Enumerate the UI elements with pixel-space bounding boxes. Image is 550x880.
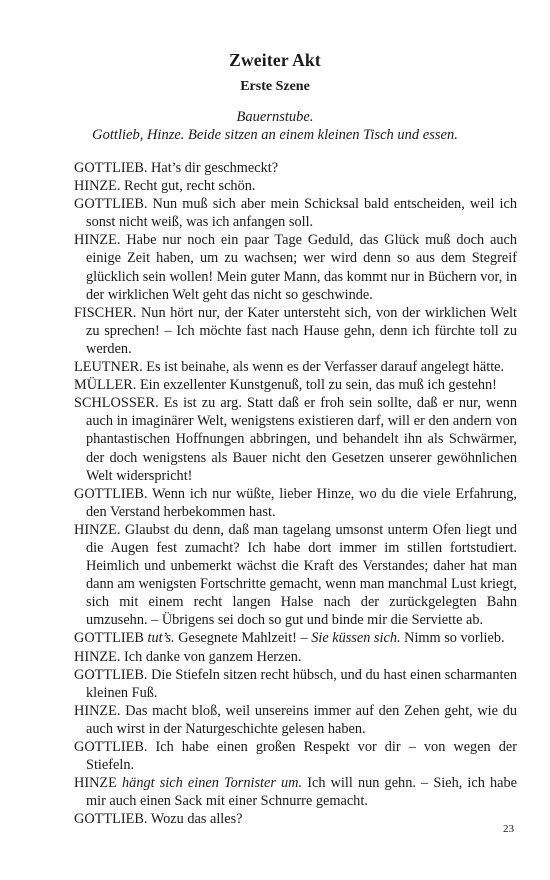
dialogue-block	[74, 159, 517, 828]
speaker-name: GOTTLIEB	[74, 630, 144, 647]
speech-text: Nimm so vorlieb.	[404, 630, 505, 647]
speech-paragraph	[74, 485, 517, 521]
speech-paragraph	[74, 376, 517, 394]
speaker-name: GOTTLIEB.	[74, 196, 148, 213]
act-heading: Zweiter Akt	[229, 50, 321, 70]
speaker-name: HINZE	[74, 775, 117, 792]
scene-heading: Erste Szene	[240, 79, 310, 94]
speech-text: Es ist zu arg. Statt daß er froh sein sollte, daß er nur, wenn auch in imaginärer Welt, wenigstens existieren darf, will er den andern von phantastischen Hoffnungen abbringen, und behandelt ihn als Schwärmer, der doch wenigstens als Bauer nicht den Gesetzen unserer gewöhnlichen Welt widerspricht!	[86, 395, 517, 484]
speech-paragraph	[74, 394, 517, 484]
speech-text: Glaubst du denn, daß man tagelang umsonst unterm Ofen liegt und die Augen fest zumacht? Ich habe dort immer im stillen fortstudiert. Heimlich und unbemerkt wächst die Kraft des Verstandes; daher hat man dann am wenigsten Fortschritte gemacht, wenn man manchmal Lust kriegt, sich mit einem recht langen Halse nach der zurückgelegten Bahn umzusehn. – Übrigens sei doch so gut und binde mir die Serviette ab.	[86, 521, 517, 629]
speaker-name: GOTTLIEB.	[74, 485, 148, 502]
speech-text: Ich will nun gehn. – Sieh, ich habe mir auch einen Sack mit einer Schnurre gemacht.	[86, 775, 518, 810]
speech-text: Wenn ich nur wüßte, lieber Hinze, wo du die viele Erfahrung, den Verstand herbekommen hast.	[86, 485, 517, 520]
speech-paragraph	[74, 738, 517, 774]
speech-text: Hat’s dir geschmeckt?	[151, 160, 279, 176]
speech-text: Das macht bloß, weil unsereins immer auf den Zehen geht, wie du auch wirst in der Naturgeschichte gelesen haben.	[86, 702, 518, 737]
speech-paragraph	[74, 629, 517, 647]
stage-direction: hängt sich einen Tornister um.	[122, 775, 303, 792]
speech-text: Wozu das alles?	[150, 811, 243, 828]
speech-text: Recht gut, recht schön.	[124, 178, 256, 195]
speech-text: Nun muß sich aber mein Schicksal bald entscheiden, weil ich sonst nicht weiß, was ich anfangen soll.	[86, 196, 517, 231]
speech-text: Nun hört nur, der Kater untersteht sich, von der wirklichen Welt zu sprechen! – Ich möchte fast nach Hause gehn, denn ich fürchte toll zu werden.	[86, 304, 517, 357]
speaker-name: FISCHER.	[74, 304, 137, 321]
stage-direction: Sie küssen sich.	[311, 630, 401, 647]
speech-paragraph	[74, 702, 517, 738]
stage-direction: tut’s.	[147, 630, 175, 647]
speech-paragraph	[74, 774, 517, 810]
speaker-name: HINZE.	[74, 232, 121, 249]
speaker-name: GOTTLIEB.	[74, 160, 148, 176]
stage-directions	[60, 108, 490, 144]
page-number: 23	[503, 823, 514, 835]
speech-paragraph	[74, 159, 517, 177]
speaker-name: GOTTLIEB.	[74, 811, 148, 828]
speech-paragraph	[74, 666, 517, 702]
speaker-name: SCHLOSSER.	[74, 395, 159, 412]
speech-text: Ich danke von ganzem Herzen.	[124, 648, 302, 665]
speech-text: Ich habe einen großen Respekt vor dir – von wegen der Stiefeln.	[86, 739, 517, 774]
speaker-name: GOTTLIEB.	[74, 666, 148, 683]
speaker-name: LEUTNER.	[74, 359, 143, 376]
speech-text: Es ist beinahe, als wenn es der Verfasser darauf angelegt hätte.	[146, 359, 505, 376]
speaker-name: MÜLLER.	[74, 377, 137, 394]
speech-text: Gesegnete Mahlzeit! –	[178, 630, 308, 647]
setting-direction: Bauernstube.	[236, 109, 314, 125]
speaker-name: HINZE.	[74, 648, 121, 665]
speaker-name: HINZE.	[74, 521, 121, 538]
speech-paragraph	[74, 177, 517, 195]
speaker-name: HINZE.	[74, 178, 121, 195]
speech-text: Die Stiefeln sitzen recht hübsch, und du hast einen scharmanten kleinen Fuß.	[86, 666, 517, 701]
speech-text: Habe nur noch ein paar Tage Geduld, das Glück muß doch auch einige Zeit haben, um zu wachsen; wer wird denn so aus dem Stegreif glücklich sein wollen! Mein guter Mann, das kommt nur in Büchern vor, in der wirklichen Welt geht das nicht so geschwinde.	[86, 232, 517, 303]
speech-paragraph	[74, 195, 517, 231]
speaker-name: HINZE.	[74, 702, 121, 719]
speech-paragraph	[74, 231, 517, 303]
speaker-name: GOTTLIEB.	[74, 739, 148, 755]
speech-paragraph	[74, 521, 517, 630]
speech-paragraph	[74, 304, 517, 358]
action-direction: Gottlieb, Hinze. Beide sitzen an einem kleinen Tisch und essen.	[92, 127, 458, 143]
speech-paragraph	[74, 810, 517, 828]
speech-paragraph	[74, 648, 517, 666]
speech-text: Ein exzellenter Kunstgenuß, toll zu sein, das muß ich gestehn!	[139, 377, 497, 394]
speech-paragraph	[74, 358, 517, 376]
